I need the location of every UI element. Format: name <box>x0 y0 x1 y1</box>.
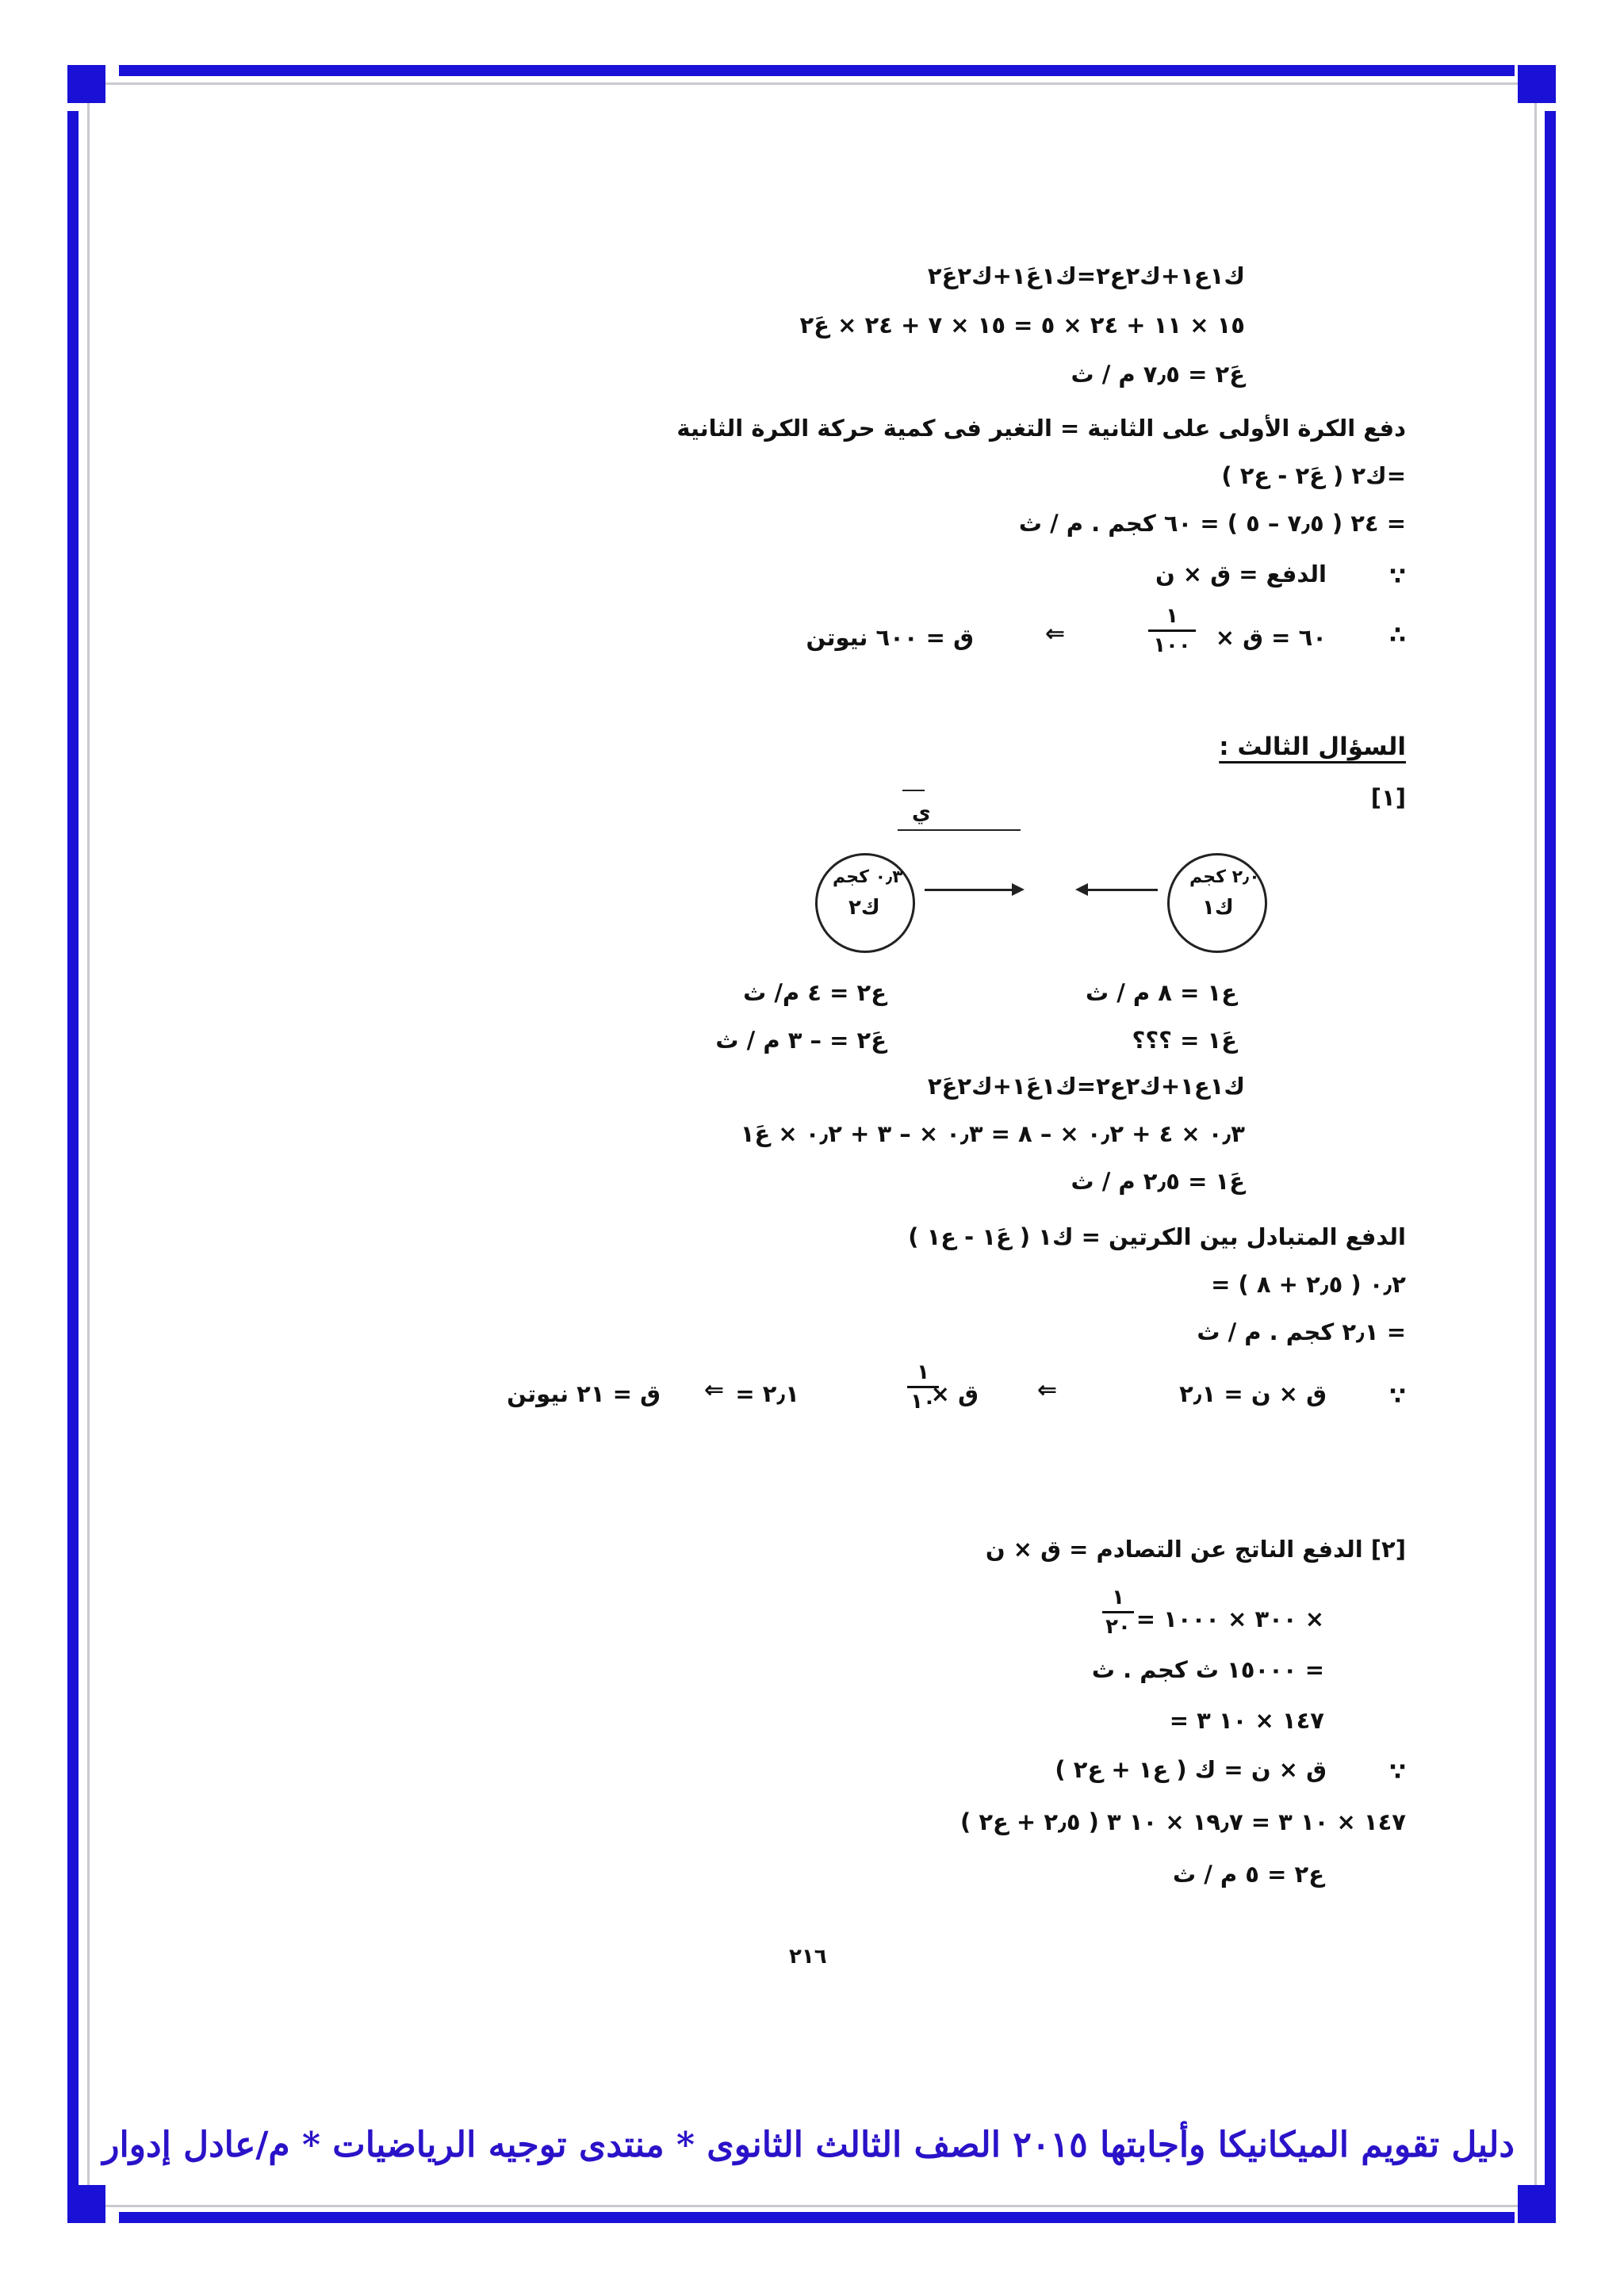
ball-2-final-velocity: ع٢َ = – ٣ م / ث <box>715 1027 887 1054</box>
because-symbol-2: ∵ <box>1389 1383 1406 1410</box>
because-symbol-3: ∵ <box>1389 1758 1406 1786</box>
ball-1-initial-velocity: ع١ = ٨ م / ث <box>1086 979 1237 1006</box>
page-frame-left <box>67 111 79 2188</box>
because-symbol: ∵ <box>1389 563 1406 591</box>
ball-1-velocity-arrow <box>1078 889 1158 891</box>
q3-momentum-equation: ك١ع١+ك٢ع٢=ك١ع١َ+ك٢ع٢َ <box>927 1073 1245 1100</box>
impulse-value: = ٢٤ ( ٧٫٥ – ٥ ) = ٦٠ كجم . م / ث <box>1018 510 1406 537</box>
implies-arrow-3: ⇐ <box>704 1376 725 1404</box>
footer-title: دليل تقويم الميكانيكا وأجابتها ٢٠١٥ الصف الثالث الثانوى * منتدى توجيه الرياضيات * م/عادل إدوار <box>102 2125 1515 2165</box>
question-3-heading: السؤال الثالث : <box>1219 733 1406 761</box>
frame-corner-top-left <box>67 65 105 103</box>
ball-2-initial-velocity: ع٢ = ٤ م/ ث <box>743 979 887 1006</box>
implies-arrow-2: ⇐ <box>1037 1376 1058 1404</box>
impulse-definition: الدفع = ق × ن <box>1155 561 1327 587</box>
frame-corner-top-right <box>1518 65 1556 103</box>
impulse-formula: =ك٢ ( ع٢َ - ع٢ ) <box>1221 462 1406 489</box>
q3-impulse-substitution: = ٠٫٢ ( ٢٫٥ + ٨ ) <box>1211 1271 1406 1298</box>
q3-substitution: ٠٫٣ × ٤ + ٠٫٢ × – ٨ = ٠٫٣ × – ٣ + ٠٫٢ × ع١َ <box>740 1120 1245 1147</box>
force-result: ق = ٦٠٠ نيوتن <box>806 624 974 651</box>
fraction-numerator: ١ <box>1112 1586 1124 1609</box>
fraction-1-100 <box>1148 604 1196 657</box>
implies-arrow: ⇐ <box>1045 620 1066 648</box>
item-2-impulse: [٢] الدفع الناتج عن التصادم = ق × ن <box>985 1536 1406 1563</box>
item-2-value: = ١٥٠٠٠ ث كجم . ث <box>1091 1656 1324 1683</box>
direction-arrow-icon <box>898 829 1021 831</box>
q3-impulse-eq: ق × ن = ٢٫١ <box>1179 1380 1327 1407</box>
ball-2-mass: ٠٫٣ كجم <box>833 867 903 887</box>
q3-velocity-result: ع١َ = ٢٫٥ م / ث <box>1071 1168 1245 1195</box>
fraction-numerator: ١ <box>917 1360 929 1384</box>
impulse-statement: دفع الكرة الأولى على الثانية = التغير فى كمية حركة الكرة الثانية <box>676 415 1406 442</box>
item-2-substitution: = ٣٠٠ × ١٠٠٠ × <box>1136 1605 1324 1632</box>
fraction-denominator: ٢٠ <box>1105 1615 1131 1639</box>
fraction-1-20 <box>1102 1586 1134 1639</box>
ball-1-label: ك١ <box>1202 896 1234 920</box>
q3-force-result: ق = ٢١ نيوتن <box>507 1380 661 1407</box>
item-2-scientific: = ١٤٧ × ١٠ ٣ <box>1169 1707 1324 1734</box>
item-2-result: ع٢ = ٥ م / ث <box>1173 1861 1324 1888</box>
frame-corner-bottom-right <box>1518 2185 1556 2223</box>
q3-exchanged-impulse: الدفع المتبادل بين الكرتين = ك١ ( ع١َ - ع١ ) <box>908 1223 1406 1250</box>
item-2-substitution-2: ١٤٧ × ١٠ ٣ = ١٩٫٧ × ١٠ ٣ ( ٢٫٥ + ع٢ ) <box>959 1808 1406 1835</box>
velocity-result: ع٢َ = ٧٫٥ م / ث <box>1071 361 1245 388</box>
direction-label: ي <box>912 801 931 825</box>
item-1-label: [١] <box>1370 784 1406 811</box>
momentum-substitution: ١٥ × ١١ + ٢٤ × ٥ = ١٥ × ٧ + ٢٤ × ع٢َ <box>799 312 1245 339</box>
ball-2-velocity-arrow <box>925 889 1013 891</box>
frame-corner-bottom-left <box>67 2185 105 2223</box>
q3-force-eq-lhs: ق × <box>930 1380 979 1407</box>
force-equation-lhs: ٦٠ = ق × <box>1215 624 1327 651</box>
arrow-head-left-icon <box>1075 883 1088 896</box>
ball-2-label: ك٢ <box>848 896 880 920</box>
fraction-denominator: ١٠ <box>910 1390 936 1414</box>
arrow-head-right-icon <box>1012 883 1025 896</box>
fraction-numerator: ١ <box>1166 604 1178 628</box>
item-2-momentum-eq: ق × ن = ك ( ع١ + ع٢ ) <box>1055 1756 1327 1783</box>
page-number: ٢١٦ <box>789 1945 827 1969</box>
q3-impulse-value: = ٢٫١ كجم . م / ث <box>1197 1318 1406 1345</box>
fraction-denominator: ١٠٠ <box>1153 633 1191 657</box>
q3-force-eq-rhs: = ٢٫١ <box>735 1380 799 1407</box>
direction-bar-icon <box>902 790 925 791</box>
therefore-symbol: ∴ <box>1389 622 1406 649</box>
ball-1-mass: ٢٫٠ كجم <box>1189 867 1260 887</box>
ball-1-final-velocity: ع١َ = ؟؟؟ <box>1132 1027 1237 1054</box>
page-frame-top <box>119 65 1515 76</box>
page-frame-bottom <box>119 2212 1515 2223</box>
momentum-equation: ك١ع١+ك٢ع٢=ك١ع١َ+ك٢ع٢َ <box>927 262 1245 289</box>
page-frame-right <box>1545 111 1556 2188</box>
